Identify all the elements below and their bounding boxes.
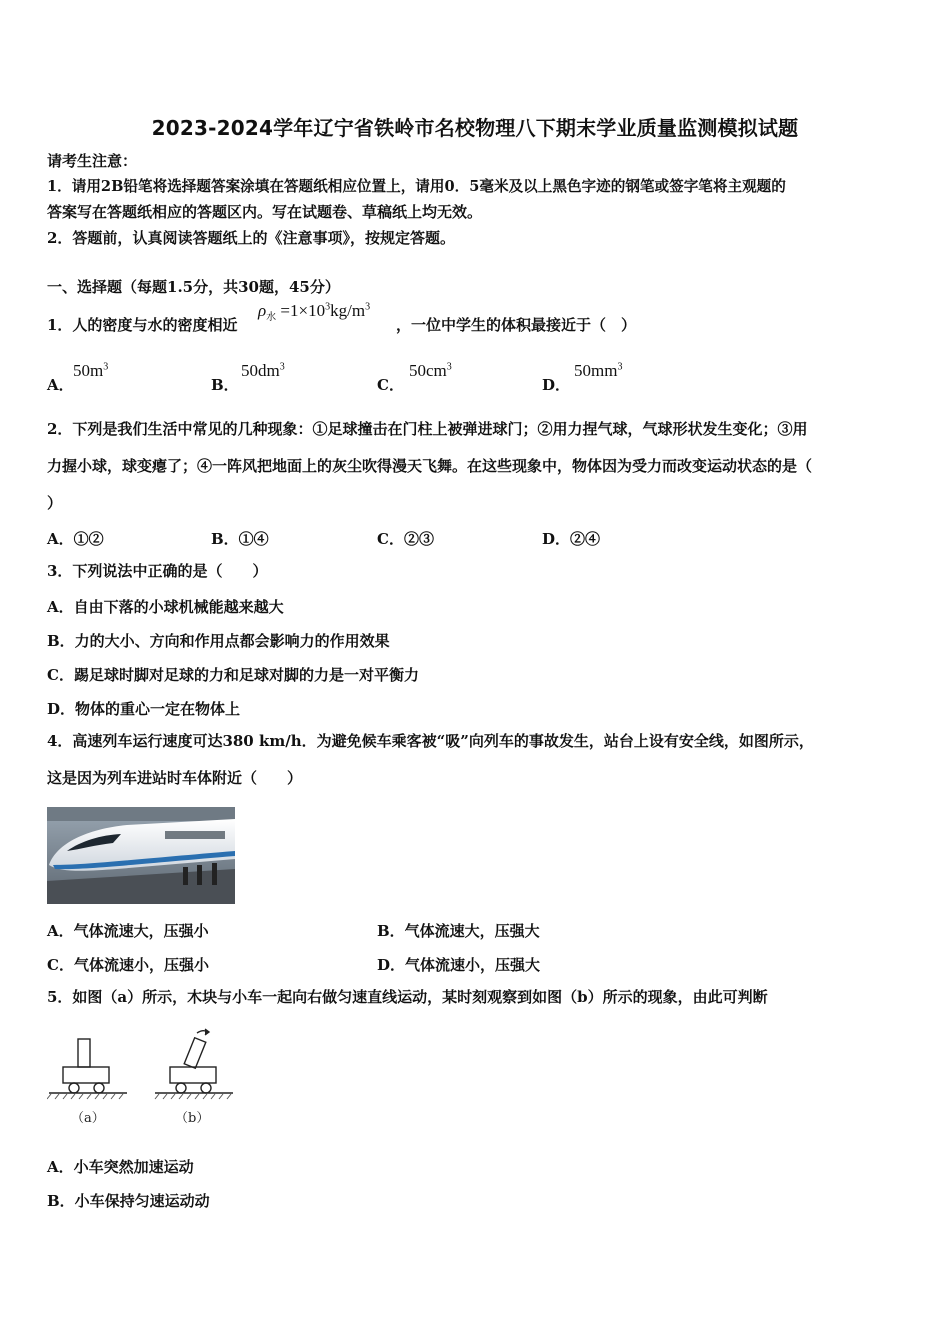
page-title: 2023-2024学年辽宁省铁岭市名校物理八下期末学业质量监测模拟试题: [151, 116, 799, 140]
train-photo: [47, 807, 235, 904]
q1-stem: [47, 316, 237, 334]
q3-option-c[interactable]: C．踢足球时脚对足球的力和足球对脚的力是一对平衡力: [47, 666, 419, 684]
option-letter: A．: [47, 376, 74, 394]
q4-line-1: 4．高速列车运行速度可达380 km/h．为避免候车乘客被“吸”向列车的事故发生，站台上设有安全线，如图所示，: [47, 732, 814, 750]
q2-option-d[interactable]: D．②④: [542, 530, 601, 548]
option-letter: D．: [542, 376, 571, 394]
q1-option-c[interactable]: [377, 361, 452, 395]
q1-option-a[interactable]: [47, 361, 109, 395]
formula-unit: kg/m: [330, 301, 366, 320]
q3-option-b[interactable]: B．力的大小、方向和作用点都会影响力的作用效果: [47, 632, 390, 650]
formula-exp: 3: [325, 301, 331, 313]
rho-symbol: ρ: [258, 301, 267, 320]
q5-option-b[interactable]: B．小车保持匀速运动动: [47, 1192, 210, 1210]
notice-line-2: 2．答题前，认真阅读答题纸上的《注意事项》，按规定答题。: [47, 229, 455, 247]
rho-subscript: 水: [266, 312, 277, 323]
q2-option-a[interactable]: A．①②: [47, 530, 104, 548]
option-value: $50cm^3$: [409, 361, 452, 380]
option-value: $50mm^3$: [574, 361, 623, 380]
q4-option-c[interactable]: C．气体流速小，压强小: [47, 956, 209, 974]
q1-suffix: ，一位中学生的体积最接近于（ ）: [396, 316, 637, 334]
cart-diagram: [47, 1025, 237, 1133]
q4-option-d[interactable]: D．气体流速小，压强大: [377, 956, 541, 974]
q5-option-a[interactable]: A．小车突然加速运动: [47, 1158, 194, 1176]
q2-line-2: 力握小球，球变瘪了；④一阵风把地面上的灰尘吹得漫天飞舞。在这些现象中，物体因为受力而改变运动状态的是（: [47, 457, 813, 475]
q3-option-d[interactable]: D．物体的重心一定在物体上: [47, 700, 241, 718]
q1-option-d[interactable]: [542, 361, 623, 395]
option-letter: B．: [211, 376, 239, 394]
notice-heading: 请考生注意：: [47, 152, 138, 170]
option-value: $50dm^3$: [241, 361, 285, 380]
option-value: $50m^3$: [73, 361, 109, 380]
q3-stem: 3．下列说法中正确的是（ ）: [47, 562, 268, 580]
q4-option-b[interactable]: B．气体流速大，压强大: [377, 922, 540, 940]
q2-line-1: 2．下列是我们生活中常见的几种现象：①足球撞击在门柱上被弹进球门；②用力捏气球，气球形状发生变化；③用: [47, 420, 808, 438]
q2-line-3: ）: [47, 494, 63, 512]
option-letter: C．: [377, 376, 404, 394]
fig-a-label: （a）: [71, 1111, 105, 1126]
section-heading: 一、选择题（每题1.5分，共30题，45分）: [47, 278, 340, 296]
q1-formula: [258, 301, 370, 321]
formula-main: =1×10: [280, 301, 326, 320]
fig-b-label: （b）: [175, 1111, 210, 1126]
q3-option-a[interactable]: A．自由下落的小球机械能越来越大: [47, 598, 284, 616]
q1-prefix: 1．人的密度与水的密度相近: [47, 316, 238, 334]
q4-line-2: 这是因为列车进站时车体附近（ ）: [47, 769, 303, 787]
notice-line-1b: 答案写在答题纸相应的答题区内。写在试题卷、草稿纸上均无效。: [47, 203, 483, 221]
q2-option-b[interactable]: B．①④: [211, 530, 269, 548]
q4-option-a[interactable]: A．气体流速大，压强小: [47, 922, 209, 940]
formula-unit-exp: 3: [365, 301, 371, 313]
notice-line-1a: 1．请用2B铅笔将选择题答案涂填在答题纸相应位置上，请用0．5毫米及以上黑色字迹的钢笔或签字笔将主观题的: [47, 178, 786, 195]
q1-option-b[interactable]: [211, 361, 285, 395]
q5-stem: 5．如图（a）所示，木块与小车一起向右做匀速直线运动，某时刻观察到如图（b）所示的现象，由此可判断: [47, 988, 768, 1006]
q2-option-c[interactable]: C．②③: [377, 530, 434, 548]
